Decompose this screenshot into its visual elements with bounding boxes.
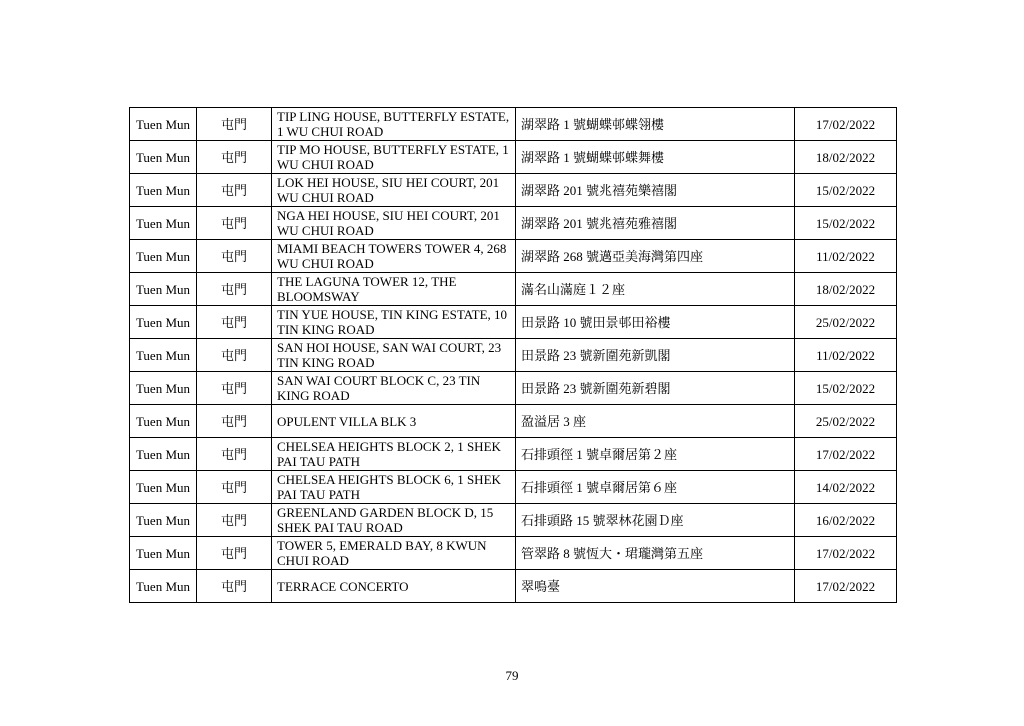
- date-cell: 11/02/2022: [795, 339, 897, 372]
- district-zh-cell: 屯門: [197, 207, 272, 240]
- district-en-cell: Tuen Mun: [130, 471, 197, 504]
- address-en-cell: OPULENT VILLA BLK 3: [272, 405, 516, 438]
- address-en-cell: CHELSEA HEIGHTS BLOCK 2, 1 SHEK PAI TAU PATH: [272, 438, 516, 471]
- date-cell: 25/02/2022: [795, 405, 897, 438]
- district-en-cell: Tuen Mun: [130, 141, 197, 174]
- address-zh-cell: 翠鳴臺: [516, 570, 795, 603]
- address-en-cell: TOWER 5, EMERALD BAY, 8 KWUN CHUI ROAD: [272, 537, 516, 570]
- district-en-cell: Tuen Mun: [130, 570, 197, 603]
- address-zh-cell: 石排頭路 15 號翠林花園Ｄ座: [516, 504, 795, 537]
- table-row: [130, 570, 897, 603]
- district-zh-cell: 屯門: [197, 306, 272, 339]
- date-cell: 14/02/2022: [795, 471, 897, 504]
- records-table-body: [130, 108, 897, 603]
- date-cell: 15/02/2022: [795, 174, 897, 207]
- table-row: [130, 207, 897, 240]
- address-en-cell: LOK HEI HOUSE, SIU HEI COURT, 201 WU CHUI ROAD: [272, 174, 516, 207]
- address-zh-cell: 湖翠路 268 號邁亞美海灣第四座: [516, 240, 795, 273]
- date-cell: 17/02/2022: [795, 570, 897, 603]
- address-en-cell: CHELSEA HEIGHTS BLOCK 6, 1 SHEK PAI TAU PATH: [272, 471, 516, 504]
- address-en-cell: GREENLAND GARDEN BLOCK D, 15 SHEK PAI TAU ROAD: [272, 504, 516, 537]
- address-en-cell: MIAMI BEACH TOWERS TOWER 4, 268 WU CHUI ROAD: [272, 240, 516, 273]
- table-row: [130, 108, 897, 141]
- table-row: [130, 339, 897, 372]
- district-en-cell: Tuen Mun: [130, 372, 197, 405]
- table-row: [130, 372, 897, 405]
- district-en-cell: Tuen Mun: [130, 306, 197, 339]
- address-zh-cell: 湖翠路 1 號蝴蝶邨蝶舞樓: [516, 141, 795, 174]
- district-zh-cell: 屯門: [197, 339, 272, 372]
- address-zh-cell: 石排頭徑 1 號卓爾居第２座: [516, 438, 795, 471]
- district-zh-cell: 屯門: [197, 405, 272, 438]
- address-zh-cell: 田景路 10 號田景邨田裕樓: [516, 306, 795, 339]
- district-zh-cell: 屯門: [197, 438, 272, 471]
- address-zh-cell: 滿名山滿庭１２座: [516, 273, 795, 306]
- date-cell: 17/02/2022: [795, 537, 897, 570]
- address-zh-cell: 管翠路 8 號恆大・珺瓏灣第五座: [516, 537, 795, 570]
- table-row: [130, 438, 897, 471]
- address-en-cell: TERRACE CONCERTO: [272, 570, 516, 603]
- table-row: [130, 141, 897, 174]
- date-cell: 15/02/2022: [795, 207, 897, 240]
- table-row: [130, 273, 897, 306]
- district-zh-cell: 屯門: [197, 537, 272, 570]
- date-cell: 17/02/2022: [795, 438, 897, 471]
- district-zh-cell: 屯門: [197, 504, 272, 537]
- address-zh-cell: 田景路 23 號新圍苑新凱閣: [516, 339, 795, 372]
- district-zh-cell: 屯門: [197, 570, 272, 603]
- district-en-cell: Tuen Mun: [130, 108, 197, 141]
- address-zh-cell: 盈溢居 3 座: [516, 405, 795, 438]
- date-cell: 17/02/2022: [795, 108, 897, 141]
- district-en-cell: Tuen Mun: [130, 339, 197, 372]
- district-zh-cell: 屯門: [197, 273, 272, 306]
- date-cell: 18/02/2022: [795, 273, 897, 306]
- table-row: [130, 537, 897, 570]
- table-row: [130, 504, 897, 537]
- table-row: [130, 306, 897, 339]
- address-zh-cell: 石排頭徑 1 號卓爾居第６座: [516, 471, 795, 504]
- address-en-cell: TIP MO HOUSE, BUTTERFLY ESTATE, 1 WU CHUI ROAD: [272, 141, 516, 174]
- address-zh-cell: 湖翠路 201 號兆禧苑雅禧閣: [516, 207, 795, 240]
- district-zh-cell: 屯門: [197, 108, 272, 141]
- address-en-cell: SAN WAI COURT BLOCK C, 23 TIN KING ROAD: [272, 372, 516, 405]
- district-en-cell: Tuen Mun: [130, 207, 197, 240]
- district-zh-cell: 屯門: [197, 141, 272, 174]
- table-row: [130, 471, 897, 504]
- district-zh-cell: 屯門: [197, 174, 272, 207]
- date-cell: 16/02/2022: [795, 504, 897, 537]
- date-cell: 11/02/2022: [795, 240, 897, 273]
- table-row: [130, 405, 897, 438]
- page-number: 79: [505, 668, 519, 683]
- address-en-cell: NGA HEI HOUSE, SIU HEI COURT, 201 WU CHUI ROAD: [272, 207, 516, 240]
- district-en-cell: Tuen Mun: [130, 438, 197, 471]
- address-en-cell: THE LAGUNA TOWER 12, THE BLOOMSWAY: [272, 273, 516, 306]
- address-en-cell: TIP LING HOUSE, BUTTERFLY ESTATE, 1 WU CHUI ROAD: [272, 108, 516, 141]
- district-en-cell: Tuen Mun: [130, 273, 197, 306]
- date-cell: 18/02/2022: [795, 141, 897, 174]
- district-en-cell: Tuen Mun: [130, 504, 197, 537]
- district-zh-cell: 屯門: [197, 240, 272, 273]
- district-en-cell: Tuen Mun: [130, 537, 197, 570]
- address-zh-cell: 湖翠路 1 號蝴蝶邨蝶翎樓: [516, 108, 795, 141]
- records-table: [129, 107, 897, 603]
- district-zh-cell: 屯門: [197, 471, 272, 504]
- date-cell: 25/02/2022: [795, 306, 897, 339]
- district-en-cell: Tuen Mun: [130, 405, 197, 438]
- district-en-cell: Tuen Mun: [130, 240, 197, 273]
- district-en-cell: Tuen Mun: [130, 174, 197, 207]
- address-en-cell: SAN HOI HOUSE, SAN WAI COURT, 23 TIN KING ROAD: [272, 339, 516, 372]
- date-cell: 15/02/2022: [795, 372, 897, 405]
- address-en-cell: TIN YUE HOUSE, TIN KING ESTATE, 10 TIN KING ROAD: [272, 306, 516, 339]
- address-zh-cell: 田景路 23 號新圍苑新碧閣: [516, 372, 795, 405]
- table-row: [130, 240, 897, 273]
- address-zh-cell: 湖翠路 201 號兆禧苑樂禧閣: [516, 174, 795, 207]
- district-zh-cell: 屯門: [197, 372, 272, 405]
- table-row: [130, 174, 897, 207]
